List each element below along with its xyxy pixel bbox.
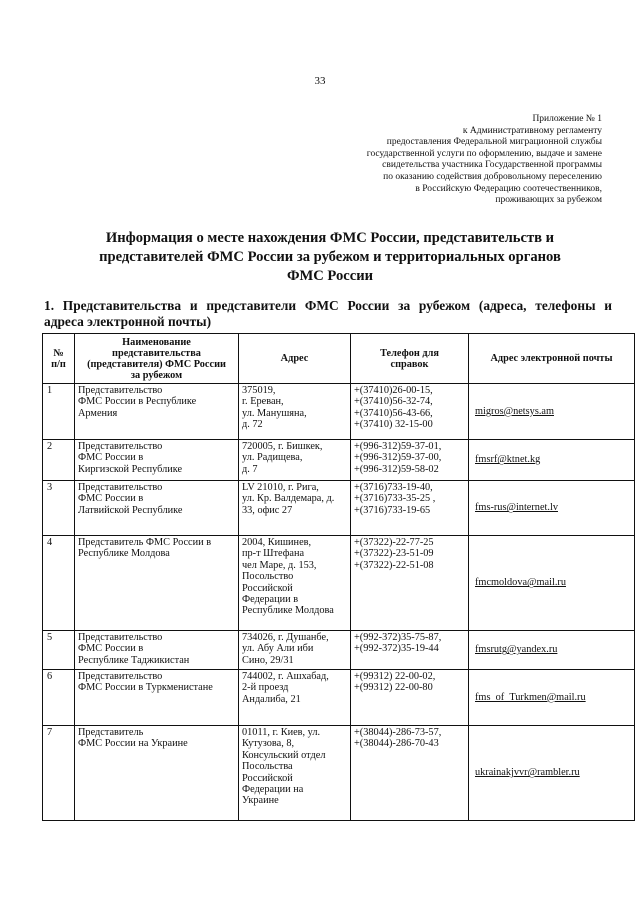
table-row	[43, 670, 635, 726]
annex-line: Приложение № 1	[532, 114, 602, 124]
annex-reference	[302, 114, 602, 207]
cell-address: 720005, г. Бишкек, ул. Радищева, д. 7	[239, 440, 351, 481]
cell-phone: +(3716)733-19-40, +(3716)733-35-25 , +(3716)733-19-65	[351, 481, 469, 536]
cell-number: 1	[43, 384, 75, 440]
cell-address: 744002, г. Ашхабад, 2-й проезд Андалиба, 21	[239, 670, 351, 726]
email-link[interactable]: fmsrf@ktnet.kg	[475, 454, 541, 466]
cell-email	[469, 726, 635, 821]
annex-line: предоставления Федеральной миграционной службы	[386, 137, 602, 148]
email-link[interactable]: fms_of_Turkmen@mail.ru	[475, 691, 586, 703]
annex-line: в Российскую Федерацию соотечественников,	[415, 183, 602, 194]
cell-address: 01011, г. Киев, ул. Кутузова, 8, Консульский отдел Посольства Российской Федерации на Украине	[239, 726, 351, 821]
cell-number: 7	[43, 726, 75, 821]
table-row	[43, 631, 635, 670]
cell-office-name: Представитель ФМС России на Украине	[75, 726, 239, 821]
cell-office-name: Представительство ФМС России в Республике Таджикистан	[75, 631, 239, 670]
header-number: № п/п	[43, 334, 75, 384]
page-number: 33	[314, 75, 326, 87]
header-address: Адрес	[239, 334, 351, 384]
table-row	[43, 440, 635, 481]
header-email: Адрес электронной почты	[469, 334, 635, 384]
annex-line: проживающих за рубежом	[495, 195, 602, 206]
table-header-row	[43, 334, 635, 384]
email-link[interactable]: fms-rus@internet.lv	[475, 502, 558, 514]
cell-email	[469, 481, 635, 536]
cell-office-name: Представительство ФМС России в Республике Армения	[75, 384, 239, 440]
cell-phone: +(38044)-286-73-57, +(38044)-286-70-43	[351, 726, 469, 821]
section-heading-line-2: адреса электронной почты)	[44, 314, 212, 329]
email-link[interactable]: fmsrutg@yandex.ru	[475, 644, 558, 656]
table-row	[43, 481, 635, 536]
cell-email	[469, 670, 635, 726]
cell-address: 734026, г. Душанбе, ул. Абу Али иби Сино, 29/31	[239, 631, 351, 670]
title-line: Информация о месте нахождения ФМС России, представительств и	[105, 230, 555, 246]
table-row	[43, 726, 635, 821]
cell-office-name: Представитель ФМС России в Республике Молдова	[75, 536, 239, 631]
cell-phone: +(37322)-22-77-25 +(37322)-23-51-09 +(37322)-22-51-08	[351, 536, 469, 631]
cell-number: 3	[43, 481, 75, 536]
cell-phone: +(996-312)59-37-01, +(996-312)59-37-00, +(996-312)59-58-02	[351, 440, 469, 481]
cell-office-name: Представительство ФМС России в Туркменистане	[75, 670, 239, 726]
cell-office-name: Представительство ФМС России в Латвийской Республике	[75, 481, 239, 536]
cell-number: 5	[43, 631, 75, 670]
annex-line: к Административному регламенту	[462, 125, 602, 136]
title-line: представителей ФМС России за рубежом и территориальных органов	[99, 249, 561, 265]
cell-number: 2	[43, 440, 75, 481]
cell-number: 4	[43, 536, 75, 631]
cell-address: LV 21010, г. Рига, ул. Кр. Валдемара, д. 33, офис 27	[239, 481, 351, 536]
section-heading	[44, 298, 612, 330]
header-phone: Телефон для справок	[351, 334, 469, 384]
cell-number: 6	[43, 670, 75, 726]
title-line: ФМС России	[286, 268, 374, 284]
table-row	[43, 536, 635, 631]
offices-table	[42, 333, 635, 821]
section-heading-line-1: 1. Представительства и представители ФМС России за рубежом (адреса, телефоны и	[44, 298, 612, 313]
cell-email	[469, 631, 635, 670]
cell-email	[469, 536, 635, 631]
cell-address: 2004, Кишинев, пр-т Штефана чел Маре, д. 153, Посольство Российской Федерации в Республике Молдова	[239, 536, 351, 631]
annex-line: государственной услуги по оформлению, выдаче и замене	[366, 148, 602, 159]
table-row	[43, 384, 635, 440]
annex-line: свидетельства участника Государственной программы	[382, 160, 602, 171]
cell-email	[469, 440, 635, 481]
cell-email	[469, 384, 635, 440]
cell-office-name: Представительство ФМС России в Киргизской Республике	[75, 440, 239, 481]
cell-address: 375019, г. Ереван, ул. Манушяна, д. 72	[239, 384, 351, 440]
email-link[interactable]: migros@netsys.am	[475, 405, 554, 417]
cell-phone: +(99312) 22-00-02, +(99312) 22-00-80	[351, 670, 469, 726]
header-office-name: Наименование представительства (представителя) ФМС России за рубежом	[75, 334, 239, 384]
annex-line: по оказанию содействия добровольному переселению	[383, 171, 602, 182]
email-link[interactable]: fmcmoldova@mail.ru	[475, 577, 566, 589]
document-title	[60, 229, 600, 286]
email-link[interactable]: ukrainakjvvr@rambler.ru	[475, 767, 580, 779]
cell-phone: +(37410)26-00-15, +(37410)56-32-74, +(37410)56-43-66, +(37410) 32-15-00	[351, 384, 469, 440]
cell-phone: +(992-372)35-75-87, +(992-372)35-19-44	[351, 631, 469, 670]
